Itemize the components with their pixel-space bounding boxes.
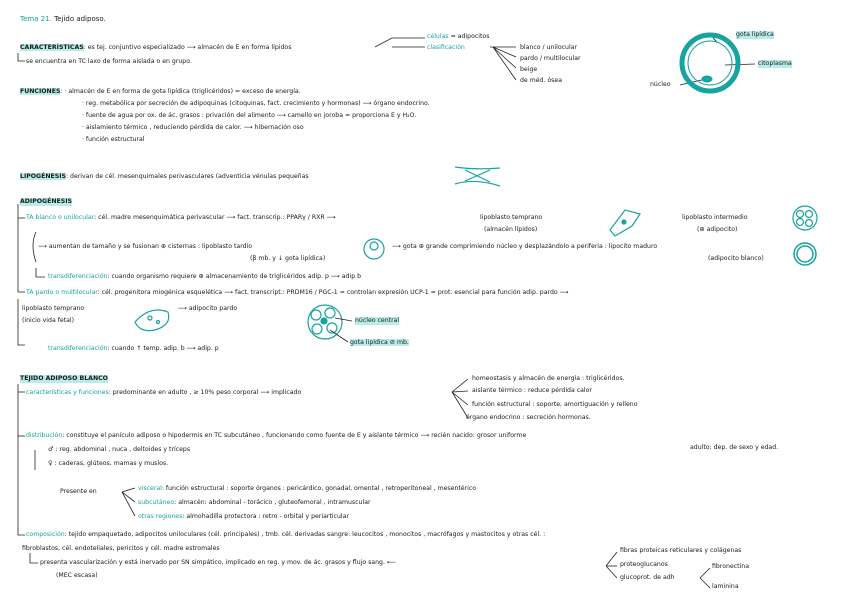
functions-line-1 <box>20 88 301 96</box>
brown-early-lipoblast: lipoblasto temprano <box>22 305 85 312</box>
fetal-start-label: (inicio vida fetal) <box>22 317 75 324</box>
composition-line-2: fibroblastos, cél. endoteliales, pericitos y cél. madre estromales <box>22 545 220 552</box>
classification-label: clasificación <box>427 44 465 51</box>
cells-line <box>427 33 489 41</box>
present-in-label: Presente en <box>60 488 97 495</box>
adipogenesis-brown-line <box>26 289 569 297</box>
transdif-label-1: transdiferenciación <box>48 273 108 280</box>
label-nucleus: núcleo <box>650 81 671 88</box>
page-title <box>20 15 106 24</box>
mec-item: fibras proteicas reticulares y colágenas <box>620 547 742 554</box>
white-characteristics-line <box>26 389 301 397</box>
subcutaneous-line <box>138 499 371 507</box>
white-characteristics-label: características y funciones <box>26 389 109 396</box>
function-item: · fuente de agua por ox. de ác. grasos : privación del alimento ⟶ camello en joroba = proporciona E y H₂O. <box>82 112 417 119</box>
composition-line-3: presenta vascularización y está inervado por SN simpático, implicado en reg. y mov. de ác. grasos y flujo sang. ⟵ <box>40 559 396 566</box>
function-item: · reg. metabólica por secreción de adipoquinas (citoquinas, fact. crecimiento y hormonas) ⟶ órgano endocrino. <box>82 100 430 107</box>
white-function-item: órgano endocrino : secreción hormonas. <box>466 414 591 421</box>
brown-adipocyte-sketch <box>308 305 342 339</box>
adipocyte-label: (⊕ adipocito) <box>697 226 738 233</box>
other-regions-line <box>138 513 349 521</box>
cells-label: células <box>427 33 449 40</box>
adipocyte-diagram <box>682 35 738 91</box>
early-lipoblast-sketch <box>610 210 640 236</box>
mec-item: proteoglucanos <box>620 561 668 568</box>
white-function-item: homeostasis y almacén de energía : triglicéridos. <box>472 375 625 382</box>
lipid-droplet-label <box>350 339 409 347</box>
brown-lipoblast-sketch <box>135 310 169 331</box>
mature-line: ⟶ gota ⊕ grande comprimiendo núcleo y desplazándolo a periferia : lipocito maduro <box>392 243 658 250</box>
class-item: pardo / multilocular <box>520 55 581 62</box>
mec-label: (MEC escasa) <box>56 572 98 579</box>
function-item: · aislamiento térmico , reduciendo pérdida de calor. ⟶ hibernación oso <box>82 124 304 131</box>
late-lipoblast-note: (β mb. y ↓ gota lipídica) <box>250 255 326 262</box>
mec-item: glucoprot. de adh <box>620 574 675 581</box>
composition-line <box>26 531 545 539</box>
white-characteristics-text: : predominante en adulto , ≥ 10% peso corporal ⟶ implicado <box>108 389 302 396</box>
visceral-label: visceral <box>138 485 162 492</box>
lipid-droplet-text: gota lipídica ⊘ mb. <box>350 339 409 346</box>
characteristics-label: CARACTERÍSTICAS <box>20 44 84 51</box>
laminin-label: laminina <box>712 583 739 590</box>
fibronectin-label: fibronectina <box>712 563 750 570</box>
other-regions-label: otras regiones <box>138 513 183 520</box>
composition-text: : tejido empaquetado, adipocitos uniloculares (cél. principales) , tmb. cél. derivadas sangre: leucocitos , monocitos , macrófagos y mastocitos y otras cél. : <box>64 531 546 538</box>
function-item: · función estructural <box>82 136 145 143</box>
subcutaneous-label: subcutáneo <box>138 499 175 506</box>
distribution-label: distribución <box>26 432 63 439</box>
adipogenesis-white-line <box>26 214 336 222</box>
title-prefix: Tema 21. <box>20 15 52 23</box>
early-lipoblast-label: lipoblasto temprano <box>480 214 543 221</box>
distribution-line <box>26 432 526 440</box>
functions-label: FUNCIONES <box>20 88 61 95</box>
adipogenesis-late-line: ⟶ aumentan de tamaño y se fusionan ⊕ cisternas : lipoblasto tardío <box>38 243 253 250</box>
white-function-item: función estructural : soporte, amortiguación y relleno <box>472 401 638 408</box>
adipogenesis-label: ADIPOGÉNESIS <box>20 198 72 205</box>
other-regions-text: : almohadilla protectora : retro - orbital y periarticular <box>182 513 349 520</box>
title-text: Tejido adiposo. <box>54 15 106 23</box>
subcutaneous-text: : almacén: abdominal - torácico , gluteofemoral , intramuscular <box>174 499 371 506</box>
characteristics-text: : es tej. conjuntivo especializado ⟶ almacén de E en forma lípidos <box>83 44 292 51</box>
white-tissue-heading: TEJIDO ADIPOSO BLANCO <box>20 375 108 382</box>
ta-brown-label: TA pardo o multilocular <box>26 289 98 296</box>
characteristics-line-2: se encuentra en TC laxo de forma aislada o en grupo. <box>26 58 192 65</box>
label-cytoplasm: citoplasma <box>758 60 792 67</box>
lipogenesis-label: LIPOGÉNESIS <box>20 173 66 180</box>
white-line-text: : cél. madre mesenquimática perivascular ⟶ fact. transcrip.: PPARγ / RXR ⟶ <box>94 214 336 221</box>
female-distribution: ♀ : caderas, glúteos, mamas y muslos. <box>48 460 169 467</box>
lipogenesis-line <box>20 173 309 181</box>
intermediate-lipoblast-sketch <box>793 206 817 230</box>
vessel-sketch <box>455 167 500 186</box>
distribution-text: : constituye el panículo adiposo o hipodermis en TC subcutáneo , funcionando como fuente de E y aislante térmico ⟶ recién nacido: grosor uniforme <box>62 432 527 439</box>
central-nucleus-label: núcleo central <box>355 317 400 324</box>
characteristics-line-1 <box>20 44 291 52</box>
intermediate-lipoblast-label: lipoblasto intermedio <box>682 214 748 221</box>
lipogenesis-text: : derivan de cél. mesenquimales perivasculares (adventicia vénulas pequeñas <box>65 173 309 180</box>
ta-white-label: TA blanco o unilocular <box>26 214 95 221</box>
male-distribution: ♂ : reg. abdominal , nuca , deltoides y tríceps <box>48 446 191 453</box>
transdif-line-1 <box>48 273 361 281</box>
transdif-text-2: : cuando ↑ temp. adip. b ⟶ adip. p <box>107 345 219 352</box>
transdif-text-1: : cuando organismo requiere ⊕ almacenamiento de triglicéridos adip. p ⟶ adip b <box>107 273 362 280</box>
brown-adipocyte-label: ⟶ adipocito pardo <box>178 305 238 312</box>
lipid-storage-label: (almacén lípidos) <box>484 226 538 233</box>
class-item: de méd. ósea <box>520 77 563 84</box>
visceral-line <box>138 485 476 493</box>
white-function-item: aislante térmico : reduce pérdida calor <box>472 387 592 394</box>
adult-distribution: adulto: dep. de sexo y edad. <box>690 444 779 451</box>
composition-label: composición <box>26 531 65 538</box>
transdif-label-2: transdiferenciación <box>48 345 108 352</box>
white-adipocyte-label: (adipocito blanco) <box>708 255 764 262</box>
mature-lipocyte-sketch <box>794 243 816 265</box>
function-item: : · almacén de E en forma de gota lipídica (triglicéridos) = exceso de energía. <box>60 88 301 95</box>
transdif-line-2 <box>48 345 219 353</box>
label-lipid-droplet: gota lipídica <box>736 31 774 38</box>
brown-line-text: : cél. progenitora miogénica esquelética ⟶ fact. transcript.: PRDM16 / PGC-1 = controlan expresión UCP-1 = prot. esencial para función adip. pardo ⟶ <box>97 289 569 296</box>
class-item: beige <box>520 66 538 73</box>
late-lipoblast-sketch <box>364 239 384 259</box>
visceral-text: : función estructural : soporte órganos : pericárdico, gonadal, omental , retroperitoneal , mesentérico <box>161 485 477 492</box>
cells-text: = adipocitos <box>450 33 490 40</box>
class-item: blanco / unilocular <box>520 44 578 51</box>
